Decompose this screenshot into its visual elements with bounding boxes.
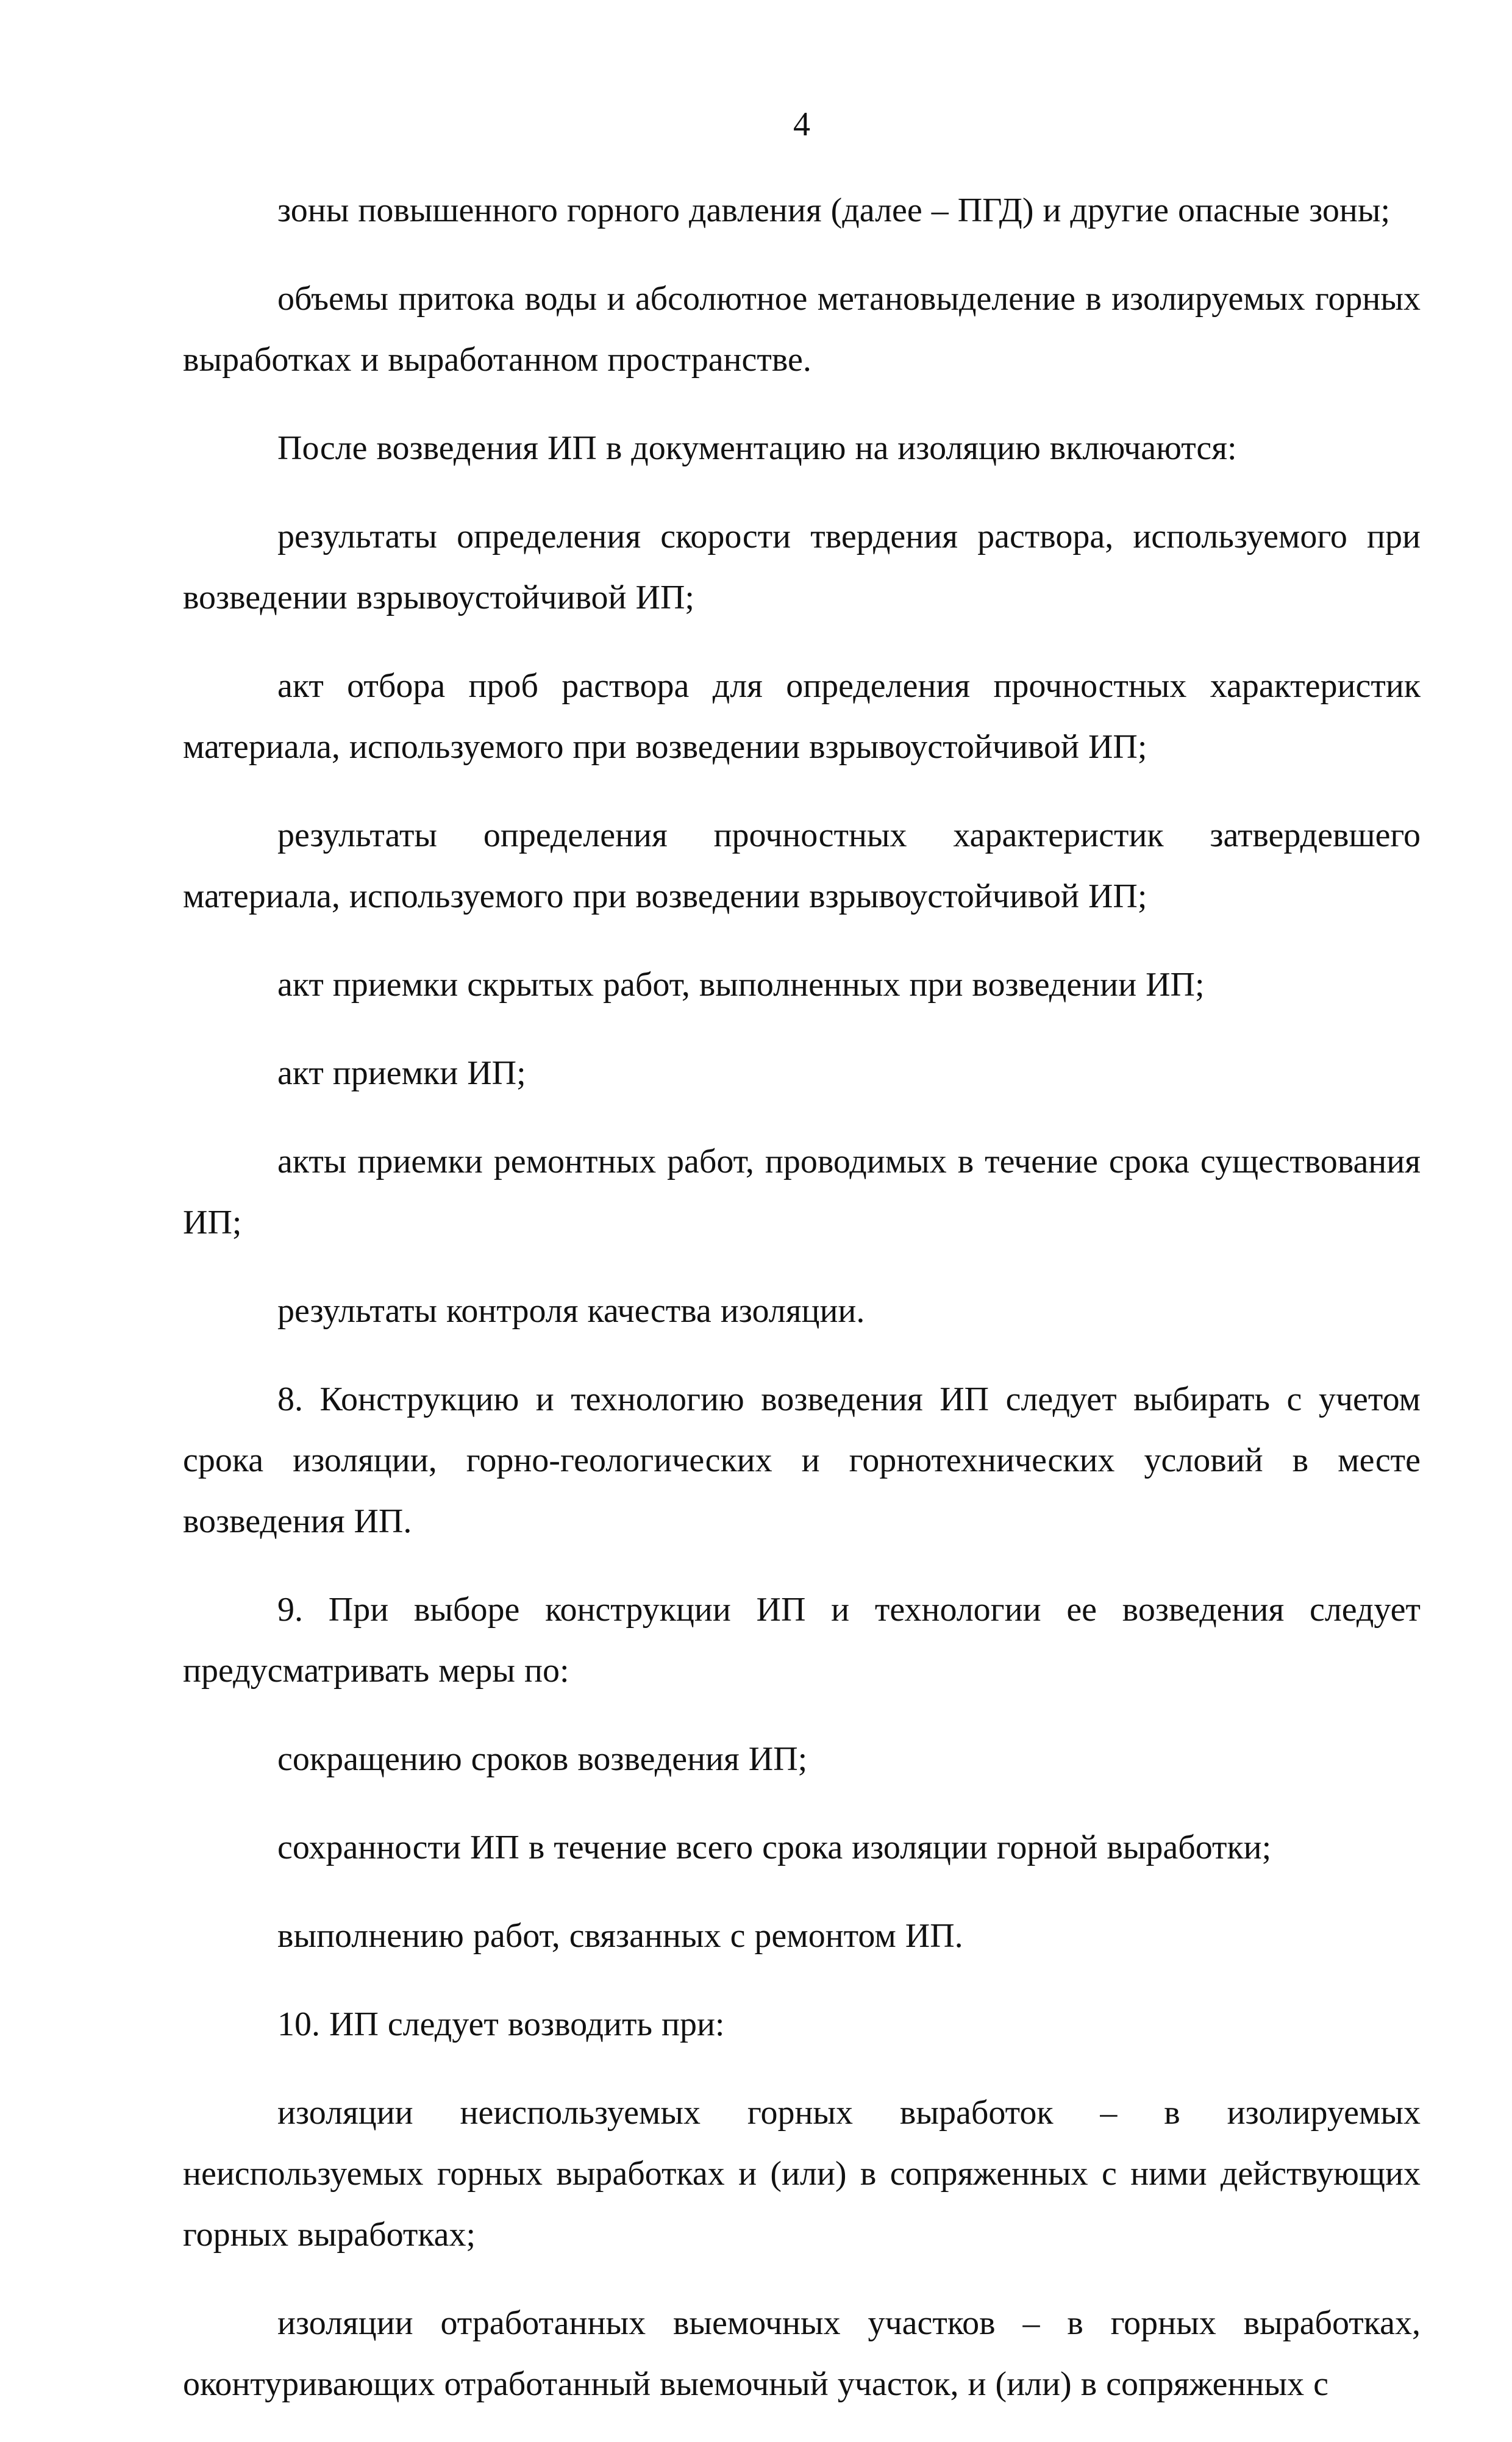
paragraph-water-methane: объемы притока воды и абсолютное метановыделение в изолируемых горных выработках и выработанном пространстве. <box>183 280 1421 379</box>
paragraph-item-8: 8. Конструкцию и технологию возведения ИП следует выбирать с учетом срока изоляции, горно-геологических и горнотехнических условий в месте возведения ИП. <box>183 1380 1421 1540</box>
paragraph-acceptance-act: акт приемки ИП; <box>277 1054 526 1092</box>
paragraph-item-9: 9. При выборе конструкции ИП и технологии ее возведения следует предусматривать меры по: <box>183 1591 1421 1690</box>
paragraph-sampling-act: акт отбора проб раствора для определения прочностных характеристик материала, используемого при возведении взрывоустойчивой ИП; <box>183 667 1421 766</box>
paragraph-strength-results: результаты определения прочностных характеристик затвердевшего материала, используемого при возведении взрывоустойчивой ИП; <box>183 816 1421 915</box>
paragraph-repair-acts: акты приемки ремонтных работ, проводимых в течение срока существования ИП; <box>183 1143 1421 1241</box>
paragraph-unused-workings: изоляции неиспользуемых горных выработок – в изолируемых неиспользуемых горных выработках и (или) в сопряженных с ними действующих горных выработках; <box>183 2094 1421 2254</box>
paragraph-item-10: 10. ИП следует возводить при: <box>277 2005 725 2043</box>
paragraph-quality-control: результаты контроля качества изоляции. <box>277 1292 865 1330</box>
paragraph-hidden-works-act: акт приемки скрытых работ, выполненных при возведении ИП; <box>277 966 1205 1004</box>
body-text <box>183 180 1421 2442</box>
page-number: 4 <box>793 105 810 143</box>
paragraph-after-construction: После возведения ИП в документацию на изоляцию включаются: <box>277 429 1237 467</box>
paragraph-reduce-terms: сокращению сроков возведения ИП; <box>277 1740 808 1778</box>
paragraph-pgd-zones: зоны повышенного горного давления (далее – ПГД) и другие опасные зоны; <box>277 191 1391 229</box>
paragraph-hardening-results: результаты определения скорости твердения раствора, используемого при возведении взрывоустойчивой ИП; <box>183 518 1421 616</box>
paragraph-mined-sections: изоляции отработанных выемочных участков – в горных выработках, оконтуривающих отработанный выемочный участок, и (или) в сопряженных с <box>183 2304 1421 2403</box>
paragraph-repair-works: выполнению работ, связанных с ремонтом ИП. <box>277 1917 963 1955</box>
paragraph-preservation: сохранности ИП в течение всего срока изоляции горной выработки; <box>277 1829 1272 1866</box>
